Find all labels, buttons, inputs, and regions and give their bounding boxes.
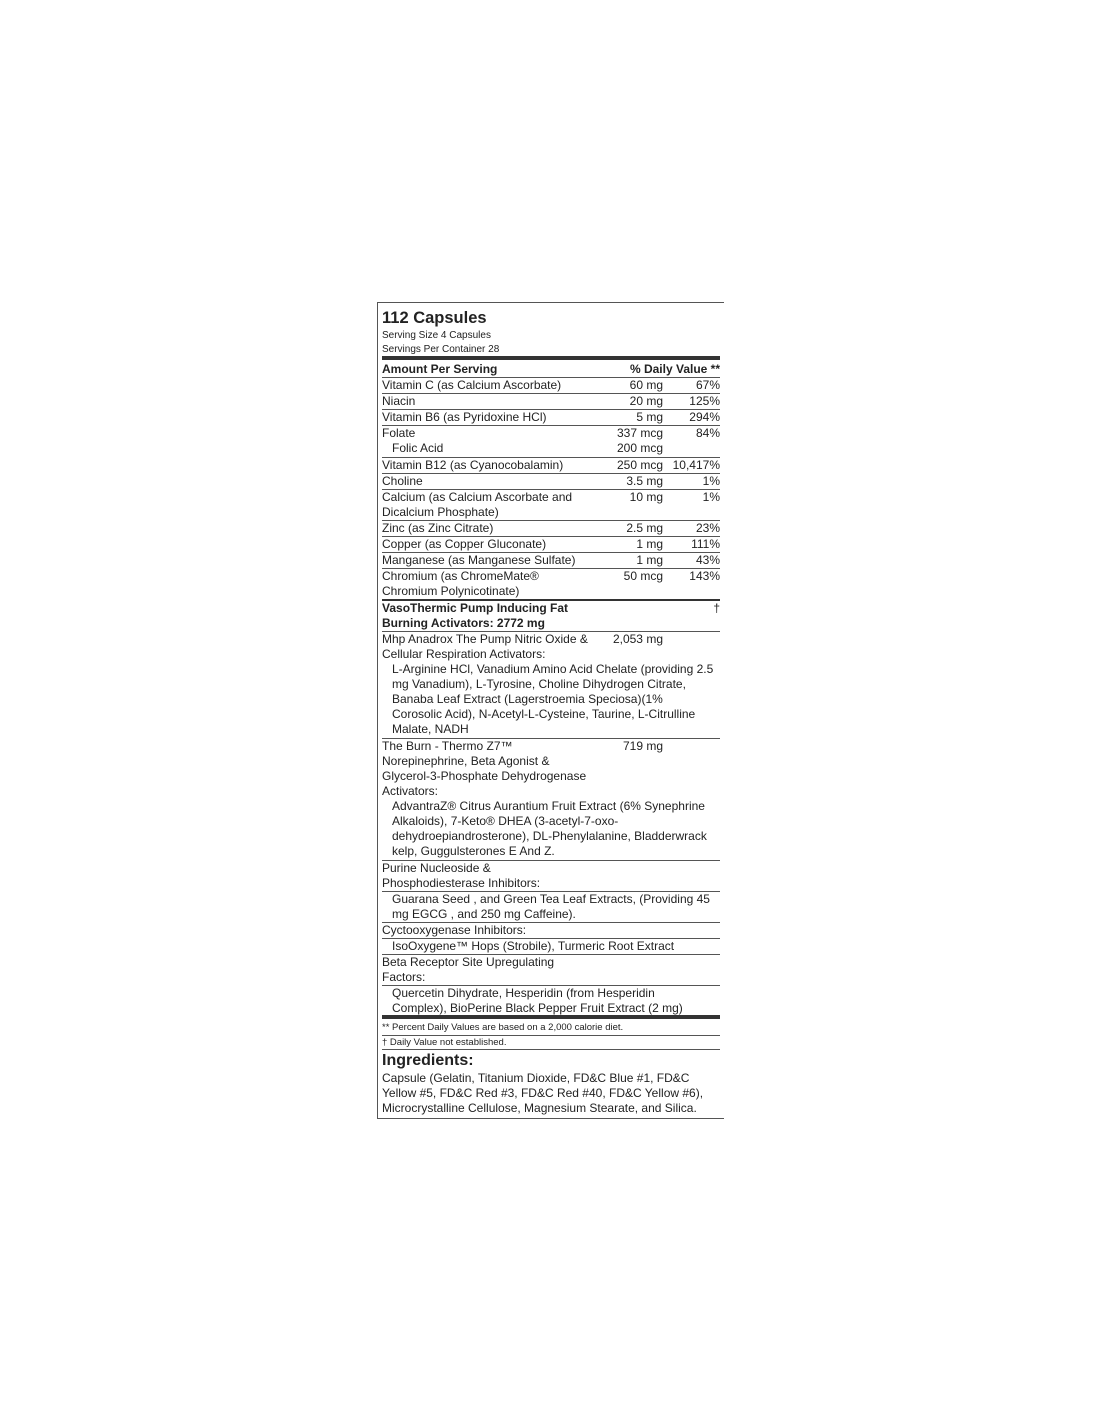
nutrient-name: Niacin [382,394,416,408]
blend-name: Mhp Anadrox The Pump Nitric Oxide & [382,632,588,646]
nutrient-name-cont: Dicalcium Phosphate) [382,505,499,519]
blend-name: Beta Receptor Site Upregulating [382,955,555,969]
blend-amount: 719 mg [622,739,663,753]
blend-ingredients-line: Malate, NADH [392,722,469,736]
blend-name-cont: Glycerol-3-Phosphate Dehydrogenase [382,769,587,783]
blend-name: The Burn - Thermo Z7™ [382,739,513,753]
nutrient-name: Vitamin B12 (as Cyanocobalamin) [382,458,564,472]
blend-name-cont: Norepinephrine, Beta Agonist & [382,754,550,768]
blend-name: VasoThermic Pump Inducing Fat [382,601,569,615]
blend-ingredients-line: Alkaloids), 7-Keto® DHEA (3-acetyl-7-oxo- [392,814,619,828]
nutrient-amount: 337 mcg [616,426,663,440]
blend-row [382,922,720,938]
blend-ingredients-line: dehydroepiandrosterone), DL-Phenylalanine, Bladderwrack [392,829,707,843]
blend-ingredients-line: L-Arginine HCl, Vanadium Amino Acid Chelate (providing 2.5 [392,662,714,676]
blend-name: Purine Nucleoside & [382,861,491,875]
nutrient-dv: 10,417% [672,458,720,472]
blend-ingredients-line: mg EGCG , and 250 mg Caffeine). [392,907,576,921]
blend-ingredients-line: Banaba Leaf Extract (Lagerstroemia Speciosa)(1% [392,692,663,706]
nutrient-amount: 60 mg [629,378,663,392]
nutrient-dv: 1% [702,474,720,488]
blend-ingredients [382,938,720,954]
nutrient-row [382,473,720,489]
amount-per-serving-header [382,362,720,376]
nutrient-name: Zinc (as Zinc Citrate) [382,521,494,535]
nutrient-name: Folate [382,426,416,440]
nutrient-row [382,441,720,456]
nutrient-row [382,425,720,441]
footnote-divider [382,1035,720,1036]
ingredients-line: Yellow #5, FD&C Red #3, FD&C Red #40, FD&C Yellow #6), [382,1086,704,1100]
nutrient-amount: 5 mg [636,410,663,424]
nutrient-amount: 1 mg [636,553,663,567]
servings-per-container: Servings Per Container 28 [382,344,500,355]
nutrient-amount: 250 mcg [616,458,663,472]
nutrient-dv: 23% [695,521,720,535]
nutrient-row [382,409,720,425]
nutrient-dv: 125% [689,394,720,408]
nutrient-name: Vitamin C (as Calcium Ascorbate) [382,378,562,392]
nutrient-amount: 2.5 mg [626,521,663,535]
blend-row [382,860,720,891]
serving-size: Serving Size 4 Capsules [382,330,491,341]
nutrient-row [382,552,720,568]
nutrient-name: Chromium (as ChromeMate® [382,569,539,583]
nutrient-name: Manganese (as Manganese Sulfate) [382,553,576,567]
amount-per-serving-label: Amount Per Serving [382,362,498,376]
blend-header-row [382,599,720,631]
daily-value-header: % Daily Value ** [629,362,720,376]
nutrient-row [382,489,720,520]
nutrient-dv: 67% [695,378,720,392]
dagger-mark: † [713,601,720,615]
top-thick-divider [382,356,720,360]
blend-row [382,738,720,799]
blend-name-cont: Cellular Respiration Activators: [382,647,546,661]
blend-ingredients [382,985,720,1016]
nutrient-name-cont: Chromium Polynicotinate) [382,584,520,598]
nutrient-row [382,457,720,473]
blend-ingredients [382,662,720,737]
blend-amount: 2,053 mg [612,632,663,646]
nutrient-amount: 3.5 mg [626,474,663,488]
nutrient-row [382,520,720,536]
nutrient-name: Choline [382,474,423,488]
nutrient-amount: 50 mcg [623,569,663,583]
nutrient-dv: 294% [689,410,720,424]
ingredients-title: Ingredients: [382,1052,474,1069]
blend-name-cont: Factors: [382,970,426,984]
nutrient-name: Calcium (as Calcium Ascorbate and [382,490,573,504]
blend-ingredients-line: Quercetin Dihydrate, Hesperidin (from Hesperidin [392,986,655,1000]
nutrient-name: Vitamin B6 (as Pyridoxine HCl) [382,410,547,424]
nutrient-amount: 200 mcg [616,441,663,455]
nutrient-row [382,568,720,599]
blend-name-cont: Burning Activators: 2772 mg [382,616,545,630]
nutrient-row [382,393,720,409]
blend-ingredients [382,799,720,859]
not-established-footnote: † Daily Value not established. [382,1037,507,1048]
blend-ingredients-line: AdvantraZ® Citrus Aurantium Fruit Extract (6% Synephrine [392,799,705,813]
ingredients-divider [382,1049,720,1050]
blend-ingredients-line: Guarana Seed , and Green Tea Leaf Extracts, (Providing 45 [392,892,710,906]
daily-value-footnote: ** Percent Daily Values are based on a 2,000 calorie diet. [382,1022,624,1033]
nutrient-name: Copper (as Copper Gluconate) [382,537,547,551]
nutrient-dv: 143% [689,569,720,583]
capsule-count-title: 112 Capsules [382,309,487,327]
nutrient-amount: 20 mg [629,394,663,408]
nutrient-row [382,377,720,393]
nutrient-amount: 1 mg [636,537,663,551]
blend-ingredients-line: mg Vanadium), L-Tyrosine, Choline Dihydrogen Citrate, [392,677,686,691]
blend-ingredients-line: IsoOxygene™ Hops (Strobile), Turmeric Root Extract [392,939,675,953]
nutrient-row [382,536,720,552]
ingredients-line: Microcrystalline Cellulose, Magnesium Stearate, and Silica. [382,1101,697,1115]
blend-name: Cyctooxygenase Inhibitors: [382,923,527,937]
supplement-facts-label [377,302,724,1119]
nutrient-dv: 111% [691,537,720,551]
bottom-thick-divider [382,1015,720,1019]
blend-name-cont: Activators: [382,784,439,798]
ingredients-line: Capsule (Gelatin, Titanium Dioxide, FD&C Blue #1, FD&C [382,1071,690,1085]
nutrient-dv: 84% [695,426,720,440]
blend-name-cont: Phosphodiesterase Inhibitors: [382,876,541,890]
blend-row [382,631,720,662]
blend-row [382,954,720,985]
nutrient-dv: 1% [702,490,720,504]
nutrient-amount: 10 mg [629,490,663,504]
blend-ingredients [382,891,720,922]
nutrient-dv: 43% [695,553,720,567]
blend-ingredients-line: Corosolic Acid), N-Acetyl-L-Cysteine, Taurine, L-Citrulline [392,707,696,721]
nutrient-name: Folic Acid [392,441,444,455]
blend-ingredients-line: Complex), BioPerine Black Pepper Fruit Extract (2 mg) [392,1001,683,1015]
blend-ingredients-line: kelp, Guggulsterones E And Z. [392,844,555,858]
